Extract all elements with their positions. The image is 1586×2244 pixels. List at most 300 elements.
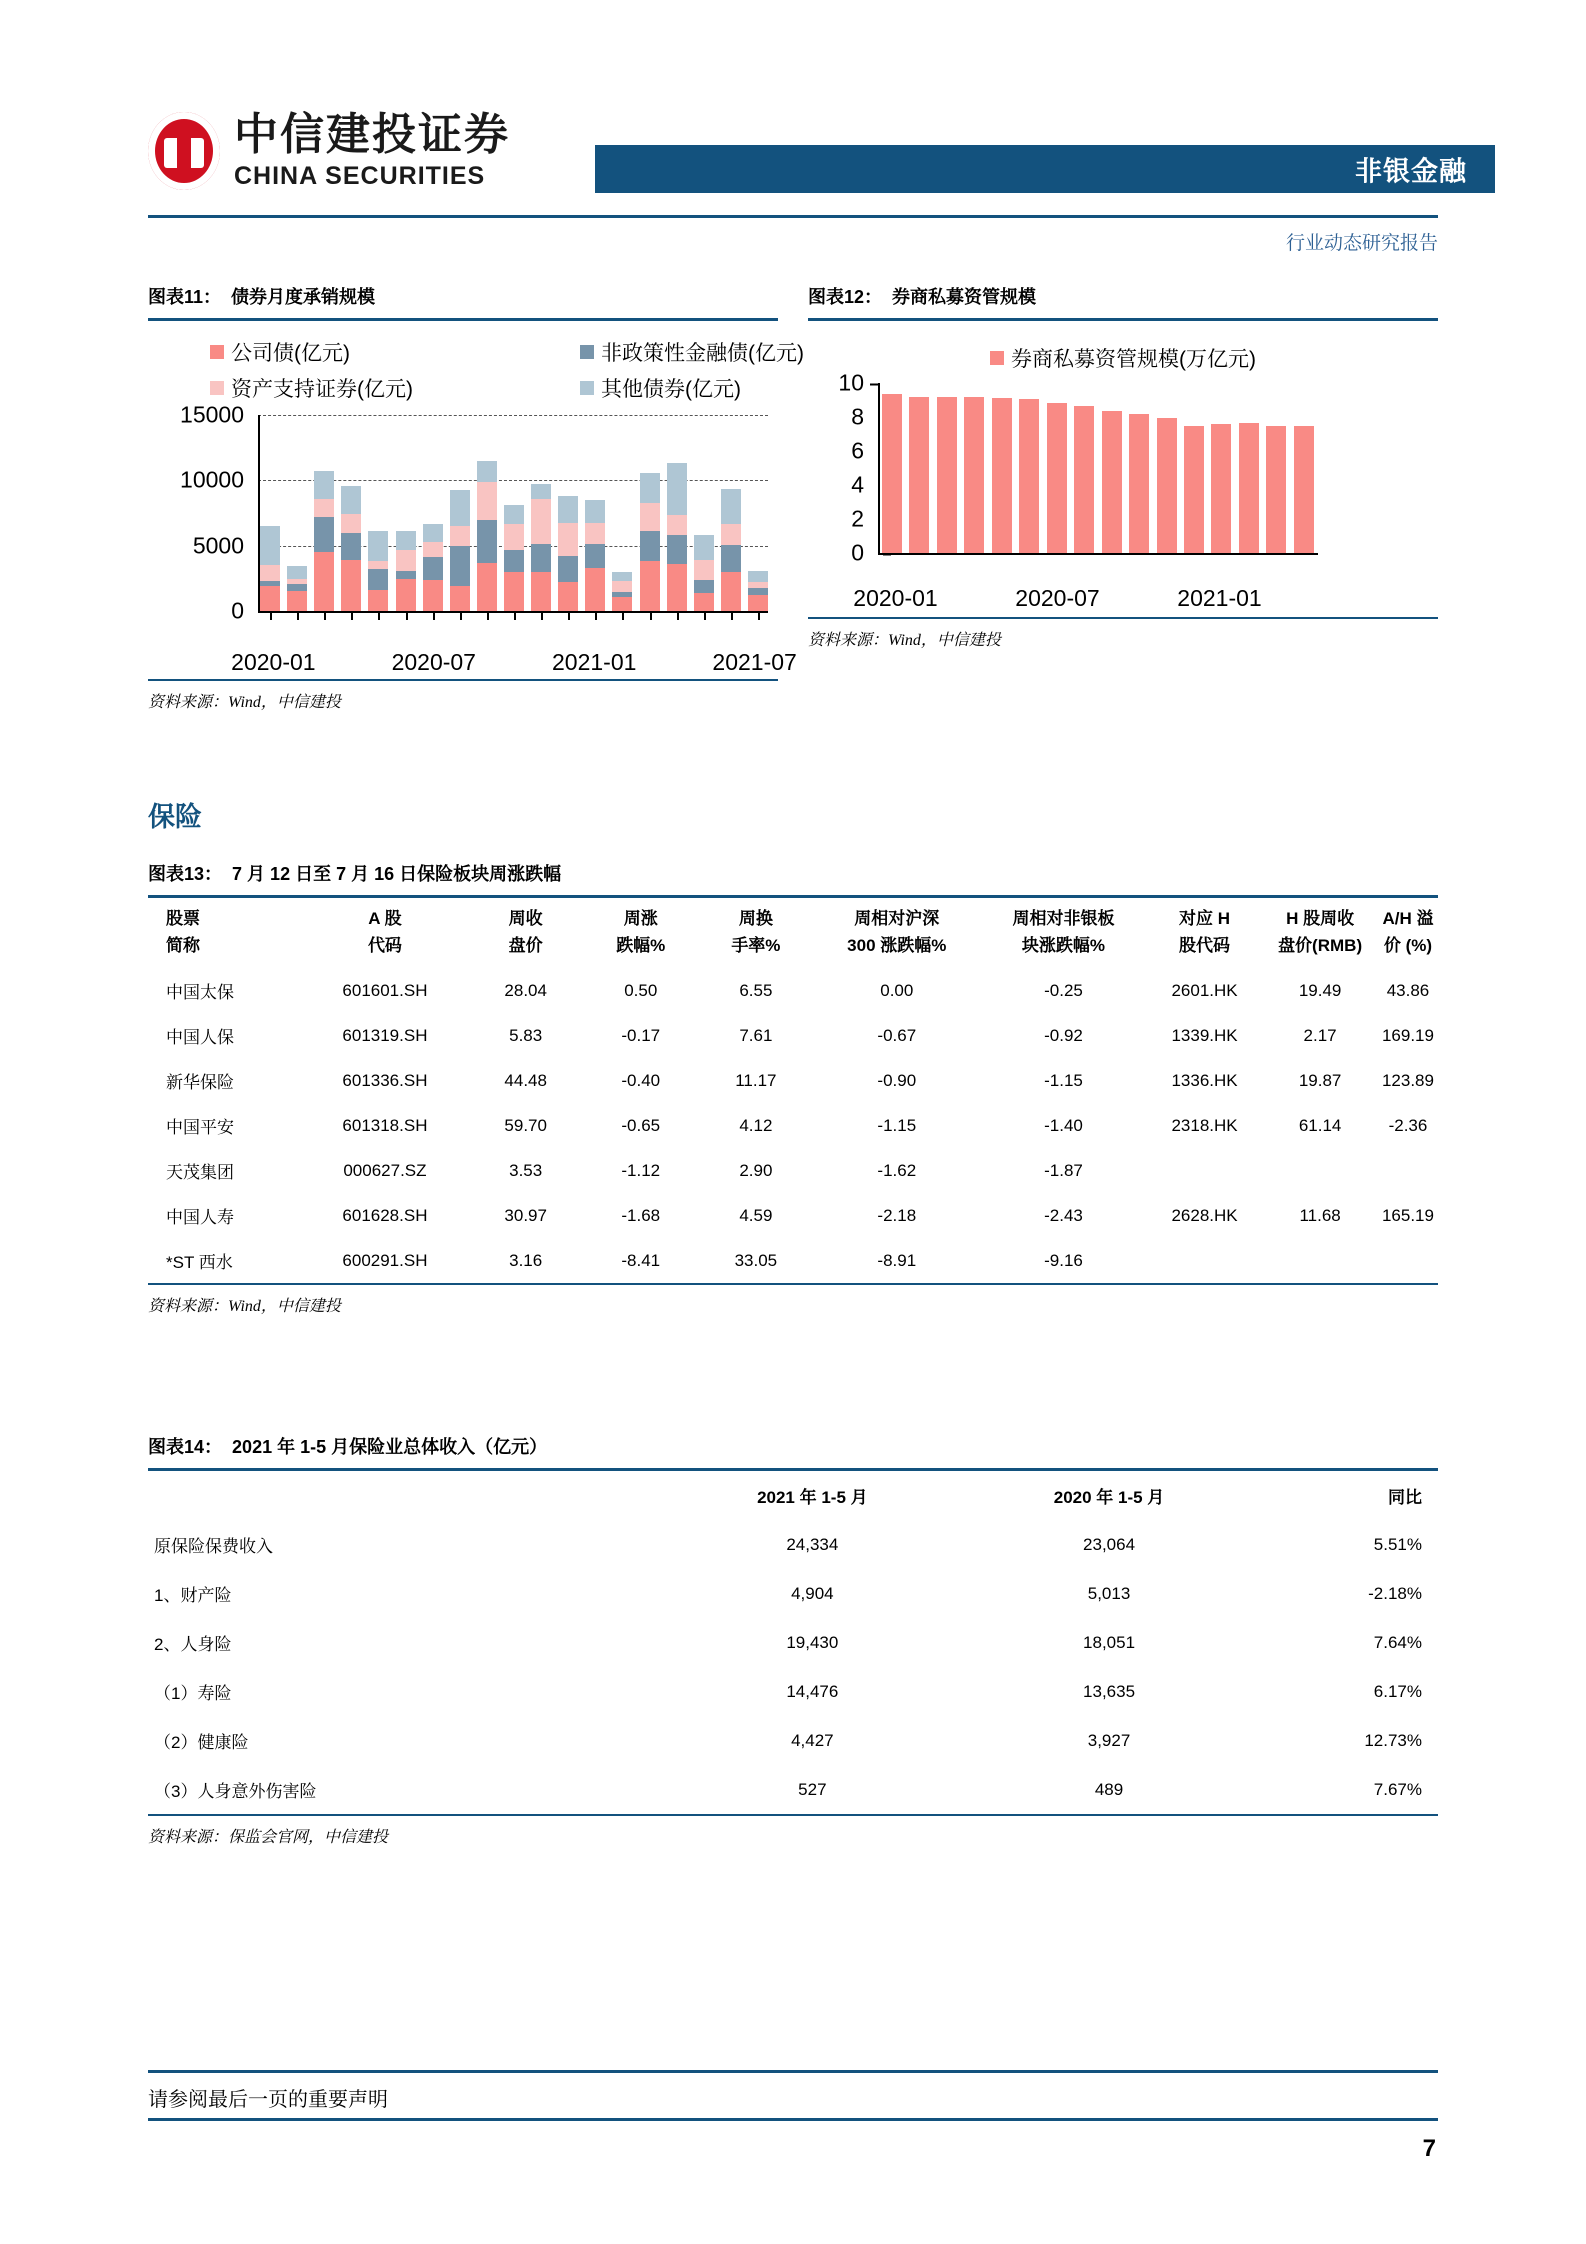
bar-segment <box>450 546 470 586</box>
bar-segment <box>477 461 497 483</box>
column-header: 300 涨跌幅% <box>847 936 947 955</box>
table-cell: 2318.HK <box>1171 1115 1238 1135</box>
bar <box>504 505 524 611</box>
table-cell: -0.90 <box>877 1070 917 1090</box>
x-tick <box>260 611 280 620</box>
header-divider <box>148 215 1438 218</box>
table-cell <box>1262 1148 1378 1193</box>
x-tick <box>585 611 605 620</box>
bar-segment <box>531 544 551 573</box>
x-tick <box>531 611 551 620</box>
bar-segment <box>423 557 443 579</box>
table-cell: 59.70 <box>504 1115 547 1135</box>
column-header: 周相对沪深 <box>854 909 940 928</box>
table-cell: 4,904 <box>791 1583 834 1603</box>
x-tick <box>612 611 632 620</box>
figure-12-legend <box>808 321 1438 373</box>
bar-segment <box>694 535 714 560</box>
table-cell: 4,427 <box>791 1730 834 1750</box>
figure-13-label: 图表13： <box>148 864 223 884</box>
bar <box>1294 426 1314 553</box>
bar-segment <box>694 593 714 611</box>
table-cell: -1.40 <box>1044 1115 1083 1135</box>
bar-segment <box>341 486 361 515</box>
figure-11-label: 图表11： <box>148 287 222 307</box>
bar-segment <box>721 572 741 611</box>
x-tick <box>748 611 768 620</box>
bar-segment <box>667 515 687 535</box>
table-cell: -0.25 <box>1044 980 1083 1000</box>
bar-segment <box>477 520 497 563</box>
column-header: 盘价 <box>508 936 543 955</box>
bar-segment <box>314 517 334 552</box>
table-cell: 33.05 <box>734 1250 778 1270</box>
column-header: 对应 H <box>1179 909 1231 928</box>
bar-segment <box>260 586 280 611</box>
table-cell: 7.64% <box>1373 1632 1422 1652</box>
legend-swatch-corporate-bond <box>210 345 224 359</box>
table-cell: （2）健康险 <box>154 1733 249 1752</box>
legend-item-broker-amp-scale <box>990 343 1256 373</box>
bar-segment <box>368 569 388 590</box>
bar <box>558 496 578 611</box>
figure-11-plot <box>148 401 778 645</box>
figure-12-x-labels <box>853 583 1314 617</box>
table-cell: 601601.SH <box>342 980 428 1000</box>
bar-segment <box>748 571 768 581</box>
sector-tag-label: 非银金融 <box>1355 156 1467 187</box>
figure-12 <box>808 283 1438 650</box>
bar-segment <box>423 542 443 557</box>
logo-text-cn: 中信建投证券 <box>234 110 510 159</box>
legend-swatch-nonpolicy-financial-bond <box>580 345 594 359</box>
y-tick-label: 8 <box>851 404 864 431</box>
figure-11-legend <box>148 321 804 403</box>
x-tick <box>314 611 334 620</box>
bar-segment <box>721 545 741 572</box>
table-cell: 19,430 <box>786 1632 839 1652</box>
figure-11-x-labels <box>231 645 797 679</box>
bar-segment <box>450 586 470 611</box>
insurance-weekly-table-body <box>148 968 1438 1283</box>
china-securities-logo-icon <box>148 112 220 190</box>
figure-12-y-axis-line <box>878 383 880 553</box>
figure-14-source: 资料来源：保监会官网，中信建投 <box>148 1829 389 1846</box>
bar <box>1047 403 1067 553</box>
table-cell: 1、财产险 <box>154 1586 232 1605</box>
bar-segment <box>640 473 660 504</box>
column-header: 周相对非银板 <box>1012 909 1115 928</box>
x-tick <box>368 611 388 620</box>
figure-13 <box>148 860 1438 1316</box>
bar-segment <box>450 526 470 546</box>
table-row <box>148 1716 1438 1765</box>
table-cell: -2.18% <box>1368 1583 1422 1603</box>
bar-segment <box>585 568 605 611</box>
y-tick-label: 4 <box>851 472 864 499</box>
table-cell: 2.17 <box>1303 1025 1337 1045</box>
figure-12-bars <box>882 383 1314 553</box>
table-cell: 3.53 <box>509 1160 543 1180</box>
bar-segment <box>640 561 660 611</box>
y-tick-label: 10 <box>838 370 864 397</box>
table-cell: 4.59 <box>739 1205 773 1225</box>
table-row <box>148 1667 1438 1716</box>
x-axis-label: 2020-07 <box>1015 585 1100 611</box>
table-row <box>148 1058 1438 1103</box>
bar-segment <box>314 499 334 517</box>
figure-13-source: 资料来源：Wind，中信建投 <box>148 1298 341 1315</box>
table-cell: 43.86 <box>1386 980 1430 1000</box>
figure-13-bottom-rule <box>148 1283 1438 1285</box>
table-cell: 123.89 <box>1381 1070 1434 1090</box>
bar <box>1239 423 1259 553</box>
column-header: 周收 <box>508 909 543 928</box>
x-tick <box>558 611 578 620</box>
bar-segment <box>396 579 416 611</box>
section-heading-insurance: 保险 <box>148 802 202 832</box>
column-header: 周涨 <box>623 909 658 928</box>
report-type-label: 行业动态研究报告 <box>1285 233 1438 254</box>
table-cell: 5.51% <box>1373 1534 1422 1554</box>
table-cell: 7.67% <box>1373 1779 1422 1799</box>
bar-segment <box>667 463 687 515</box>
bar <box>1157 418 1177 553</box>
table-cell: 527 <box>798 1779 827 1799</box>
x-tick <box>694 611 714 620</box>
table-cell: -2.43 <box>1044 1205 1083 1225</box>
figure-12-chart <box>808 321 1438 617</box>
bar-segment <box>558 496 578 523</box>
figure-14-label: 图表14： <box>148 1437 223 1457</box>
y-tick-label: 6 <box>851 438 864 465</box>
table-row <box>148 968 1438 1013</box>
figure-13-title <box>148 860 1438 886</box>
figure-12-y-axis <box>808 369 874 566</box>
figure-12-label: 图表12： <box>808 287 883 307</box>
table-row <box>148 1238 1438 1283</box>
table-cell: 新华保险 <box>166 1073 234 1092</box>
bar <box>1129 414 1149 553</box>
bar <box>937 397 957 553</box>
column-header: 周换 <box>738 909 773 928</box>
x-tick <box>423 611 443 620</box>
bar-segment <box>423 580 443 611</box>
bar <box>314 471 334 611</box>
figure-11-title <box>148 283 778 309</box>
table-cell: 601318.SH <box>342 1115 428 1135</box>
table-cell: 中国平安 <box>166 1118 234 1137</box>
table-cell: 1339.HK <box>1171 1025 1238 1045</box>
table-cell: 天茂集团 <box>166 1163 234 1182</box>
bar <box>368 531 388 611</box>
table-cell: -8.41 <box>621 1250 661 1270</box>
bar <box>640 473 660 611</box>
column-header: 盘价(RMB) <box>1278 936 1363 955</box>
table-cell: 30.97 <box>504 1205 547 1225</box>
bar <box>748 571 768 611</box>
bar-segment <box>368 561 388 569</box>
bar-segment <box>396 550 416 572</box>
bar-segment <box>450 490 470 526</box>
bar <box>1211 424 1231 553</box>
column-header: 2020 年 1-5 月 <box>1053 1488 1165 1507</box>
table-cell: 44.48 <box>504 1070 547 1090</box>
bar <box>1074 406 1094 553</box>
column-header: H 股周收 <box>1286 909 1355 928</box>
figure-13-caption: 7 月 12 日至 7 月 16 日保险板块周涨跌幅 <box>232 864 562 884</box>
bar-segment <box>504 524 524 549</box>
bar-segment <box>504 550 524 573</box>
bar <box>396 531 416 611</box>
figure-11-chart <box>148 321 804 679</box>
table-cell: 11.68 <box>1299 1205 1341 1225</box>
table-cell: 0.50 <box>624 980 658 1000</box>
table-cell: （3）人身意外伤害险 <box>154 1782 317 1801</box>
table-cell: -1.87 <box>1044 1160 1083 1180</box>
bar-segment <box>667 535 687 564</box>
y-tick-label: 5000 <box>192 532 244 559</box>
x-axis-label: 2020-01 <box>853 585 938 611</box>
column-header <box>148 1471 664 1520</box>
bar-segment <box>585 500 605 523</box>
table-header-row-2 <box>148 931 1438 968</box>
x-tick <box>450 611 470 620</box>
table-cell: 12.73% <box>1364 1730 1422 1750</box>
legend-swatch-other-bond <box>580 381 594 395</box>
table-cell: 0.00 <box>880 980 914 1000</box>
bar-segment <box>260 565 280 581</box>
table-cell: 600291.SH <box>342 1250 428 1270</box>
footer-divider-top <box>148 2070 1438 2073</box>
bar <box>287 566 307 611</box>
table-cell: 19.87 <box>1298 1070 1342 1090</box>
y-tick-label: 0 <box>231 597 244 624</box>
figure-14 <box>148 1433 1438 1847</box>
table-cell: 11.17 <box>735 1070 777 1090</box>
table-row <box>148 1103 1438 1148</box>
bar-segment <box>531 572 551 611</box>
bar-segment <box>260 526 280 565</box>
table-cell: -9.16 <box>1044 1250 1083 1270</box>
bar-segment <box>287 591 307 611</box>
figure-11-bars <box>260 415 768 611</box>
table-cell: 13,635 <box>1083 1681 1136 1701</box>
table-cell: 原保险保费收入 <box>154 1537 273 1556</box>
table-cell: -8.91 <box>877 1250 917 1270</box>
table-cell: 5.83 <box>509 1025 543 1045</box>
column-header: 股代码 <box>1179 936 1231 955</box>
y-tick-label: 2 <box>851 506 864 533</box>
table-cell: 2、人身险 <box>154 1635 232 1654</box>
bar-segment <box>558 523 578 556</box>
bar <box>909 397 929 553</box>
bar <box>585 500 605 611</box>
table-cell: -0.65 <box>621 1115 661 1135</box>
table-cell: 601319.SH <box>342 1025 428 1045</box>
table-cell: （1）寿险 <box>154 1684 232 1703</box>
column-header: 同比 <box>1388 1488 1422 1507</box>
column-header: 价 (%) <box>1383 936 1433 955</box>
column-header: A 股 <box>368 909 402 928</box>
y-tick-label: 10000 <box>180 466 244 493</box>
x-tick <box>477 611 497 620</box>
bar-segment <box>368 531 388 562</box>
footer-note: 请参阅最后一页的重要声明 <box>148 2089 388 2111</box>
table-cell: 28.04 <box>504 980 547 1000</box>
bar <box>341 486 361 611</box>
table-cell <box>1147 1148 1262 1193</box>
legend-label-corporate-bond: 公司债(亿元) <box>231 342 350 365</box>
page-header <box>0 0 1586 254</box>
table-row <box>148 1193 1438 1238</box>
y-tick-label: 0 <box>851 540 864 567</box>
bar-segment <box>694 560 714 580</box>
bar-segment <box>287 584 307 591</box>
table-cell: 6.17% <box>1373 1681 1422 1701</box>
bar <box>477 461 497 611</box>
figure-11-bottom-rule <box>148 679 778 681</box>
legend-swatch-abs <box>210 381 224 395</box>
bar-segment <box>423 524 443 542</box>
bar-segment <box>585 544 605 568</box>
column-header: 代码 <box>367 936 402 955</box>
table-cell: 61.14 <box>1298 1115 1342 1135</box>
company-logo <box>148 112 510 190</box>
bar-segment <box>341 533 361 560</box>
legend-label-abs: 资产支持证券(亿元) <box>231 378 413 401</box>
bar-segment <box>368 590 388 611</box>
x-tick <box>341 611 361 620</box>
table-cell: 19.49 <box>1298 980 1342 1000</box>
bar-segment <box>314 471 334 498</box>
figure-11-y-axis <box>148 401 252 624</box>
table-cell <box>1378 1238 1438 1283</box>
table-cell: 6.55 <box>739 980 773 1000</box>
bar-segment <box>504 572 524 611</box>
table-row <box>148 1618 1438 1667</box>
table-cell: 14,476 <box>786 1681 839 1701</box>
table-cell: -1.12 <box>621 1160 661 1180</box>
bar-segment <box>612 581 632 592</box>
x-axis-label: 2021-01 <box>551 649 637 675</box>
table-cell: -2.18 <box>877 1205 917 1225</box>
table-cell: -2.36 <box>1388 1115 1428 1135</box>
bar-segment <box>721 489 741 524</box>
table-cell: 2601.HK <box>1171 980 1238 1000</box>
bar <box>423 524 443 611</box>
table-row <box>148 1569 1438 1618</box>
table-cell: 3.16 <box>509 1250 543 1270</box>
legend-item-corporate-bond <box>210 337 580 367</box>
table-cell: 中国人保 <box>166 1028 234 1047</box>
table-cell: -1.68 <box>621 1205 661 1225</box>
figure-12-plot <box>808 369 1438 583</box>
legend-label-broker-amp-scale: 券商私募资管规模(万亿元) <box>1011 348 1256 371</box>
bar-segment <box>612 572 632 581</box>
legend-item-abs <box>210 373 580 403</box>
figure-11-x-ticks <box>260 611 768 620</box>
bar <box>882 394 902 553</box>
table-cell: -1.15 <box>877 1115 917 1135</box>
table-cell: 24,334 <box>786 1534 839 1554</box>
bar <box>964 397 984 553</box>
legend-swatch-broker-amp-scale <box>990 351 1004 365</box>
bar-segment <box>667 564 687 611</box>
column-header: 手率% <box>731 936 781 955</box>
x-axis-label: 2021-07 <box>712 649 797 675</box>
bar-segment <box>504 505 524 525</box>
bar-segment <box>531 499 551 544</box>
insurance-income-table <box>148 1471 1438 1814</box>
bar-segment <box>640 531 660 561</box>
x-tick <box>396 611 416 620</box>
table-cell: -0.40 <box>621 1070 661 1090</box>
table-cell <box>1262 1238 1378 1283</box>
figure-11-source: 资料来源：Wind，中信建投 <box>148 694 341 711</box>
sector-tag-bar <box>595 145 1495 193</box>
table-cell: 23,064 <box>1083 1534 1136 1554</box>
bar <box>531 484 551 611</box>
bar-segment <box>585 523 605 544</box>
bar <box>450 490 470 611</box>
x-tick <box>504 611 524 620</box>
bar-segment <box>341 514 361 532</box>
x-axis-label: 2020-07 <box>391 649 476 675</box>
bar-segment <box>531 484 551 498</box>
column-header: 简称 <box>166 936 200 955</box>
bar-segment <box>558 582 578 611</box>
bar-segment <box>748 595 768 611</box>
bar <box>612 572 632 611</box>
legend-label-other-bond: 其他债券(亿元) <box>601 378 741 401</box>
insurance-weekly-table <box>148 898 1438 1283</box>
page-number: 7 <box>1422 2135 1436 2162</box>
footer-divider-bottom <box>148 2118 1438 2121</box>
figure-14-caption: 2021 年 1-5 月保险业总体收入（亿元） <box>232 1437 548 1457</box>
figure-11 <box>148 283 804 712</box>
bar <box>1102 411 1122 553</box>
y-tick-label: 15000 <box>180 401 244 428</box>
table-cell: 5,013 <box>1087 1583 1131 1603</box>
x-tick <box>721 611 741 620</box>
table-cell <box>1147 1238 1262 1283</box>
bar <box>694 535 714 611</box>
bar-segment <box>477 482 497 520</box>
table-cell: 2.90 <box>739 1160 773 1180</box>
column-header: A/H 溢 <box>1382 909 1434 928</box>
bar <box>721 489 741 611</box>
x-tick <box>667 611 687 620</box>
bar <box>1019 399 1039 553</box>
table-cell: 3,927 <box>1087 1730 1131 1750</box>
bar-segment <box>748 588 768 596</box>
bar <box>1266 426 1286 553</box>
table-cell: -1.62 <box>877 1160 917 1180</box>
insurance-weekly-table-head <box>148 898 1438 968</box>
table-row <box>148 1013 1438 1058</box>
insurance-income-table-head <box>148 1471 1438 1520</box>
table-cell: 1336.HK <box>1171 1070 1238 1090</box>
insurance-income-table-body <box>148 1520 1438 1814</box>
table-cell: -0.67 <box>877 1025 917 1045</box>
figure-12-bottom-rule <box>808 617 1438 619</box>
bar-segment <box>396 571 416 579</box>
x-tick <box>287 611 307 620</box>
bar-segment <box>721 524 741 545</box>
table-cell: -0.17 <box>621 1025 661 1045</box>
table-cell: 165.19 <box>1381 1205 1434 1225</box>
